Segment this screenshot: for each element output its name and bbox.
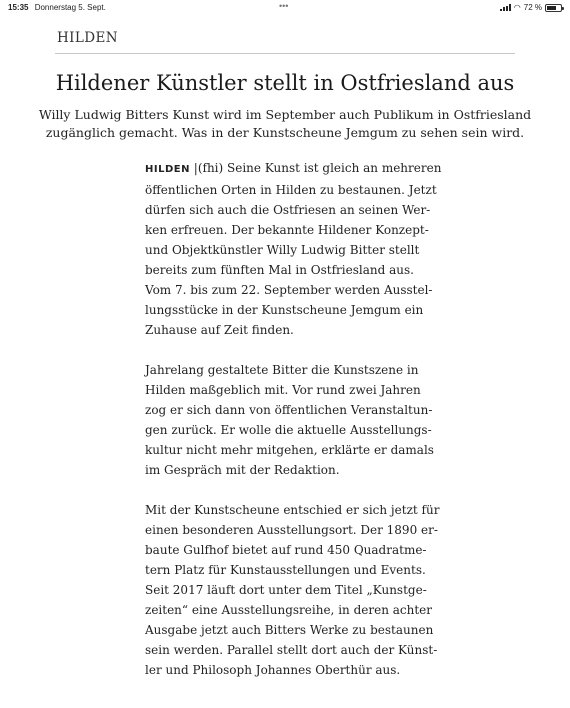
body-line: Zuhause auf Zeit finden. — [145, 323, 294, 337]
paragraph-1 — [145, 158, 442, 340]
status-time: 15:35 — [8, 3, 29, 12]
body-line: Hilden maßgeblich mit. Vor rund zwei Jahren — [145, 383, 421, 397]
body-line: sein werden. Parallel stellt dort auch der Künst- — [145, 643, 438, 657]
body-line: und Objektkünstler Willy Ludwig Bitter stellt — [145, 243, 420, 257]
body-line: ken erfreuen. Der bekannte Hildener Konzept- — [145, 223, 429, 237]
status-bar — [0, 0, 570, 14]
body-line: Jahrelang gestaltete Bitter die Kunstszene in — [145, 363, 419, 377]
body-line: Ausgabe jetzt auch Bitters Werke zu bestaunen — [145, 623, 434, 637]
lead-line: Willy Ludwig Bitters Kunst wird im September auch Publikum in Ostfriesland — [38, 107, 532, 122]
body-line: im Gespräch mit der Redaktion. — [145, 463, 340, 477]
battery-icon — [545, 4, 562, 12]
section-divider — [55, 53, 515, 54]
article-lead — [20, 106, 550, 142]
status-indicators — [500, 3, 562, 12]
body-line: zog er sich dann von öffentlichen Veranstaltun- — [145, 403, 433, 417]
body-line: Vom 7. bis zum 22. September werden Ausstel- — [145, 283, 433, 297]
body-line: einen besonderen Ausstellungsort. Der 1890 er- — [145, 523, 438, 537]
body-line: baute Gulfhof bietet auf rund 450 Quadratme- — [145, 543, 427, 557]
body-line: zeiten“ eine Ausstellungsreihe, in deren achter — [145, 603, 432, 617]
body-line-text: |(fhi) Seine Kunst ist gleich an mehreren — [189, 161, 442, 175]
body-line: kultur nicht mehr mitgehen, erklärte er damals — [145, 443, 434, 457]
article-body — [145, 158, 442, 700]
lead-line: zugänglich gemacht. Was in der Kunstscheune Jemgum zu sehen sein wird. — [45, 125, 525, 140]
body-line — [145, 158, 442, 180]
paragraph-3 — [145, 500, 440, 680]
dateline: HILDEN — [145, 164, 190, 175]
battery-percent: 72 % — [523, 3, 542, 12]
body-line: Mit der Kunstscheune entschied er sich jetzt für — [145, 503, 440, 517]
body-line: dürfen sich auch die Ostfriesen an seinen Wer- — [145, 203, 431, 217]
body-line: öffentlichen Orten in Hilden zu bestaunen. Jetzt — [145, 183, 437, 197]
status-date: Donnerstag 5. Sept. — [34, 3, 106, 12]
body-line: lungsstücke in der Kunstscheune Jemgum ein — [145, 303, 424, 317]
body-line: ler und Philosoph Johannes Oberthür aus. — [145, 663, 401, 677]
body-line: bereits zum fünften Mal in Ostfriesland aus. — [145, 263, 414, 277]
paragraph-2 — [145, 360, 437, 480]
body-line: gen zurück. Er wolle die aktuelle Ausstellungs- — [145, 423, 432, 437]
status-time-date — [8, 3, 106, 12]
wifi-icon: ◠ — [513, 2, 521, 12]
body-line: tern Platz für Kunstausstellungen und Events. — [145, 563, 426, 577]
section-label[interactable]: HILDEN — [57, 30, 118, 46]
multitasking-dots[interactable]: ••• — [279, 1, 289, 11]
article-headline: Hildener Künstler stellt in Ostfriesland aus — [55, 71, 515, 95]
body-line: Seit 2017 läuft dort unter dem Titel „Kunstge- — [145, 583, 427, 597]
signal-icon — [500, 4, 511, 11]
